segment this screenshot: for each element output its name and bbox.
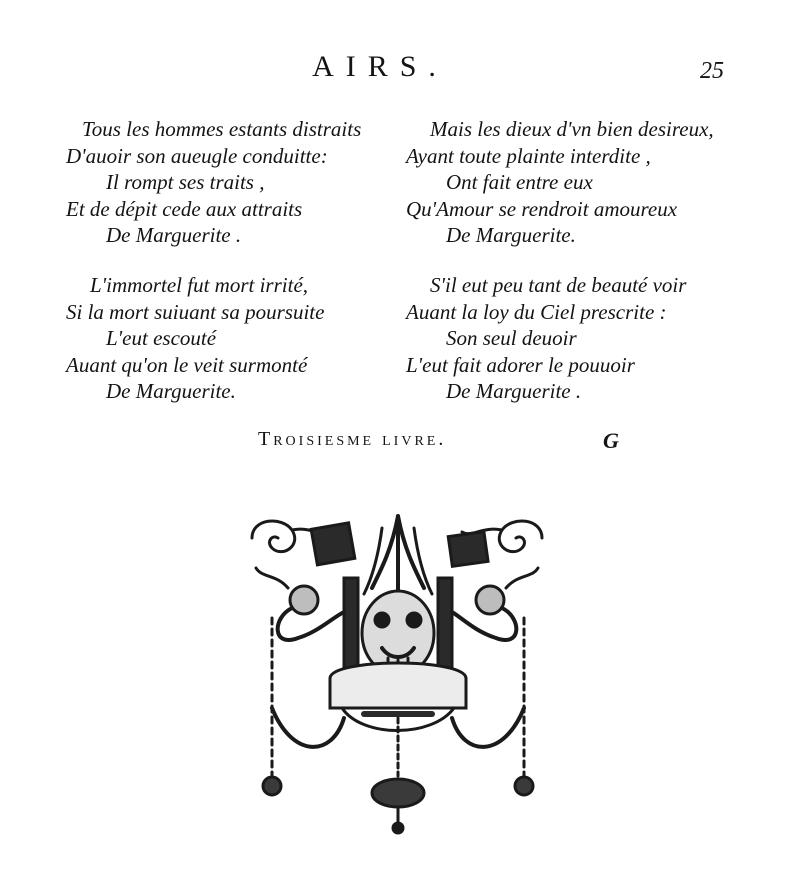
page-number: 25: [700, 58, 724, 84]
verse-line: De Marguerite .: [446, 379, 582, 403]
stanza-1: [66, 116, 361, 249]
stanza-4: [406, 272, 686, 405]
verse-line: Auant qu'on le veit surmonté: [66, 352, 308, 377]
verse-line: Ayant toute plainte interdite ,: [406, 143, 651, 168]
signature-mark: G: [603, 428, 619, 453]
verse-line: Qu'Amour se rendroit amoureux: [406, 196, 678, 221]
stanza-2: [406, 116, 714, 249]
verse-line: De Marguerite.: [106, 379, 236, 403]
verse-line: Et de dépit cede aux attraits: [66, 196, 303, 221]
verse-line: D'auoir son aueugle conduitte:: [66, 143, 328, 168]
verse-line: Ont fait entre eux: [446, 170, 593, 194]
verse-line: L'immortel fut mort irrité,: [90, 273, 309, 297]
running-footer: Troisiesme livre.: [258, 428, 447, 450]
grotesque-mask-ornament-icon: [232, 508, 562, 843]
stanza-3: [66, 272, 324, 405]
page-title: AIRS.: [312, 50, 448, 83]
verse-line: Il rompt ses traits ,: [106, 170, 265, 194]
verse-line: Mais les dieux d'vn bien desireux,: [430, 117, 714, 141]
verse-line: De Marguerite .: [106, 223, 242, 247]
verse-line: L'eut fait adorer le pouuoir: [406, 352, 635, 377]
verse-line: Auant la loy du Ciel prescrite :: [406, 299, 667, 324]
verse-line: Si la mort suiuant sa poursuite: [66, 299, 325, 324]
verse-line: S'il eut peu tant de beauté voir: [430, 273, 687, 297]
verse-line: Tous les hommes estants distraits: [82, 117, 362, 141]
verse-line: L'eut escouté: [106, 326, 217, 350]
verse-line: Son seul deuoir: [446, 326, 577, 350]
verse-line: De Marguerite.: [446, 223, 576, 247]
